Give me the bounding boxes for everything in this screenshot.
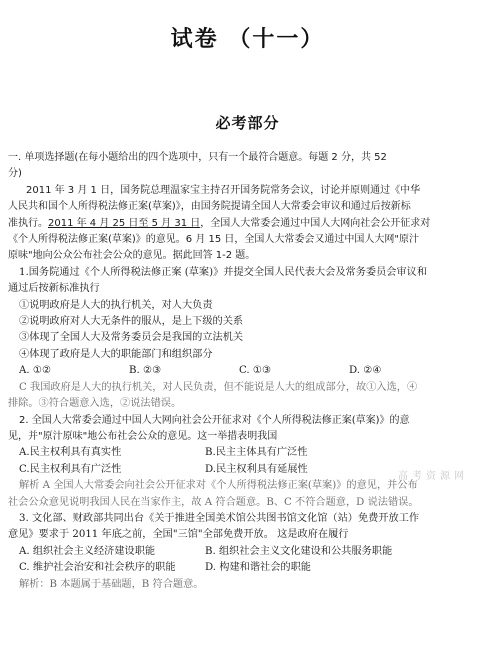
section-subtitle: 必考部分 bbox=[215, 114, 280, 132]
option-d: D. ②④ bbox=[349, 365, 382, 377]
passage-line: 原味"地向公众公布社会公众的意见。据此回答 1-2 题。 bbox=[8, 250, 256, 262]
passage-text: 准执行。 bbox=[8, 217, 48, 229]
option-b: B. ②③ bbox=[129, 365, 162, 377]
passage-text: ，全国人大常委会通过中国人大网向社会公开征求对 bbox=[200, 217, 431, 229]
option-c: C.民主权利具有广泛性 bbox=[19, 463, 122, 475]
option-a: A. ①② bbox=[19, 365, 52, 377]
passage-line: 人民共和国个人所得税法修正案(草案)》，由国务院提请全国人大常委会审议和通过后按新标 bbox=[8, 201, 411, 213]
question-3-stem: 3. 文化部、财政部共同出台《关于推进全国美术馆公共图书馆文化馆（站）免费开放工作 bbox=[19, 512, 420, 524]
passage-line bbox=[8, 216, 488, 232]
question-1-statement: ①说明政府是人大的执行机关，对人大负责 bbox=[19, 299, 213, 311]
question-1-statement: ④体现了政府是人大的职能部门和组织部分 bbox=[19, 348, 213, 360]
question-1-statement: ②说明政府对人大无条件的服从，是上下级的关系 bbox=[19, 316, 244, 328]
exam-content bbox=[8, 150, 488, 593]
option-a: A. 组织社会主义经济建设职能 bbox=[19, 545, 156, 557]
passage-line: 《个人所得税法修正案(草案)》的意见。6 月 15 日，全国人大常委会又通过中国人大网"原汁 bbox=[8, 234, 420, 246]
question-1-statement: ③体现了全国人大及常务委员会是我国的立法机关 bbox=[19, 332, 244, 344]
section-heading-line: 分) bbox=[8, 168, 22, 180]
question-1-answer: 排除。③符合题意入选，②说法错误。 bbox=[8, 398, 182, 410]
passage-line: 2011 年 3 月 1 日，国务院总理温家宝主持召开国务院常务会议，讨论并原则通过《中华 bbox=[26, 184, 421, 196]
question-2-stem: 见，并"原汁原味"地公布社会公众的意见。这一举措表明我国 bbox=[8, 430, 278, 442]
page-title: 试卷 （十一） bbox=[170, 27, 325, 52]
question-1-stem: 1.国务院通过《个人所得税法修正案 (草案)》并提交全国人民代表大会及常务委员会审议和 bbox=[19, 266, 428, 278]
question-2-stem: 2. 全国人大常委会通过中国人大网向社会公开征求对《个人所得税法修正案(草案)》的意 bbox=[19, 414, 410, 426]
question-2-answer: 解析 A 全国人大常委会向社会公开征求对《个人所得税法修正案(草案)》的意见，并公布 bbox=[19, 480, 418, 492]
option-d: D. 构建和谐社会的职能 bbox=[205, 562, 311, 574]
question-3-options bbox=[8, 544, 488, 560]
question-2-answer: 社会公众意见说明我国人民在当家作主，故 A 符合题意。B、C 不符合题意，D 说法错误。 bbox=[8, 496, 419, 508]
question-1-stem: 通过后按新标准执行 bbox=[8, 283, 100, 295]
question-3-options bbox=[8, 560, 488, 576]
option-a: A.民主权利具有真实性 bbox=[19, 447, 122, 459]
question-1-answer: C 我国政府是人大的执行机关，对人民负责，但不能说是人大的组成部分，故①入选，④ bbox=[19, 381, 418, 393]
option-b: B. 组织社会主义文化建设和公共服务职能 bbox=[205, 545, 393, 557]
passage-date-range: 2011 年 4 月 25 日至 5 月 31 日 bbox=[48, 217, 201, 229]
question-3-answer: 解析：B 本题属于基础题，B 符合题意。 bbox=[19, 578, 204, 590]
watermark-stamp: 高考资源网 bbox=[398, 471, 468, 482]
option-c: C. 维护社会治安和社会秩序的职能 bbox=[19, 562, 176, 574]
option-c: C. ①③ bbox=[239, 365, 272, 377]
question-1-options bbox=[8, 363, 488, 379]
option-b: B.民主主体具有广泛性 bbox=[205, 447, 308, 459]
question-2-options bbox=[8, 445, 488, 461]
option-d: D.民主权利具有延展性 bbox=[205, 463, 308, 475]
question-3-stem: 意见》要求于 2011 年底之前，全国"三馆"全部免费开放。 这是政府在履行 bbox=[8, 529, 349, 541]
section-heading-line: 一. 单项选择题(在每小题给出的四个选项中，只有一个最符合题意。每题 2 分，共 52 bbox=[8, 152, 387, 163]
